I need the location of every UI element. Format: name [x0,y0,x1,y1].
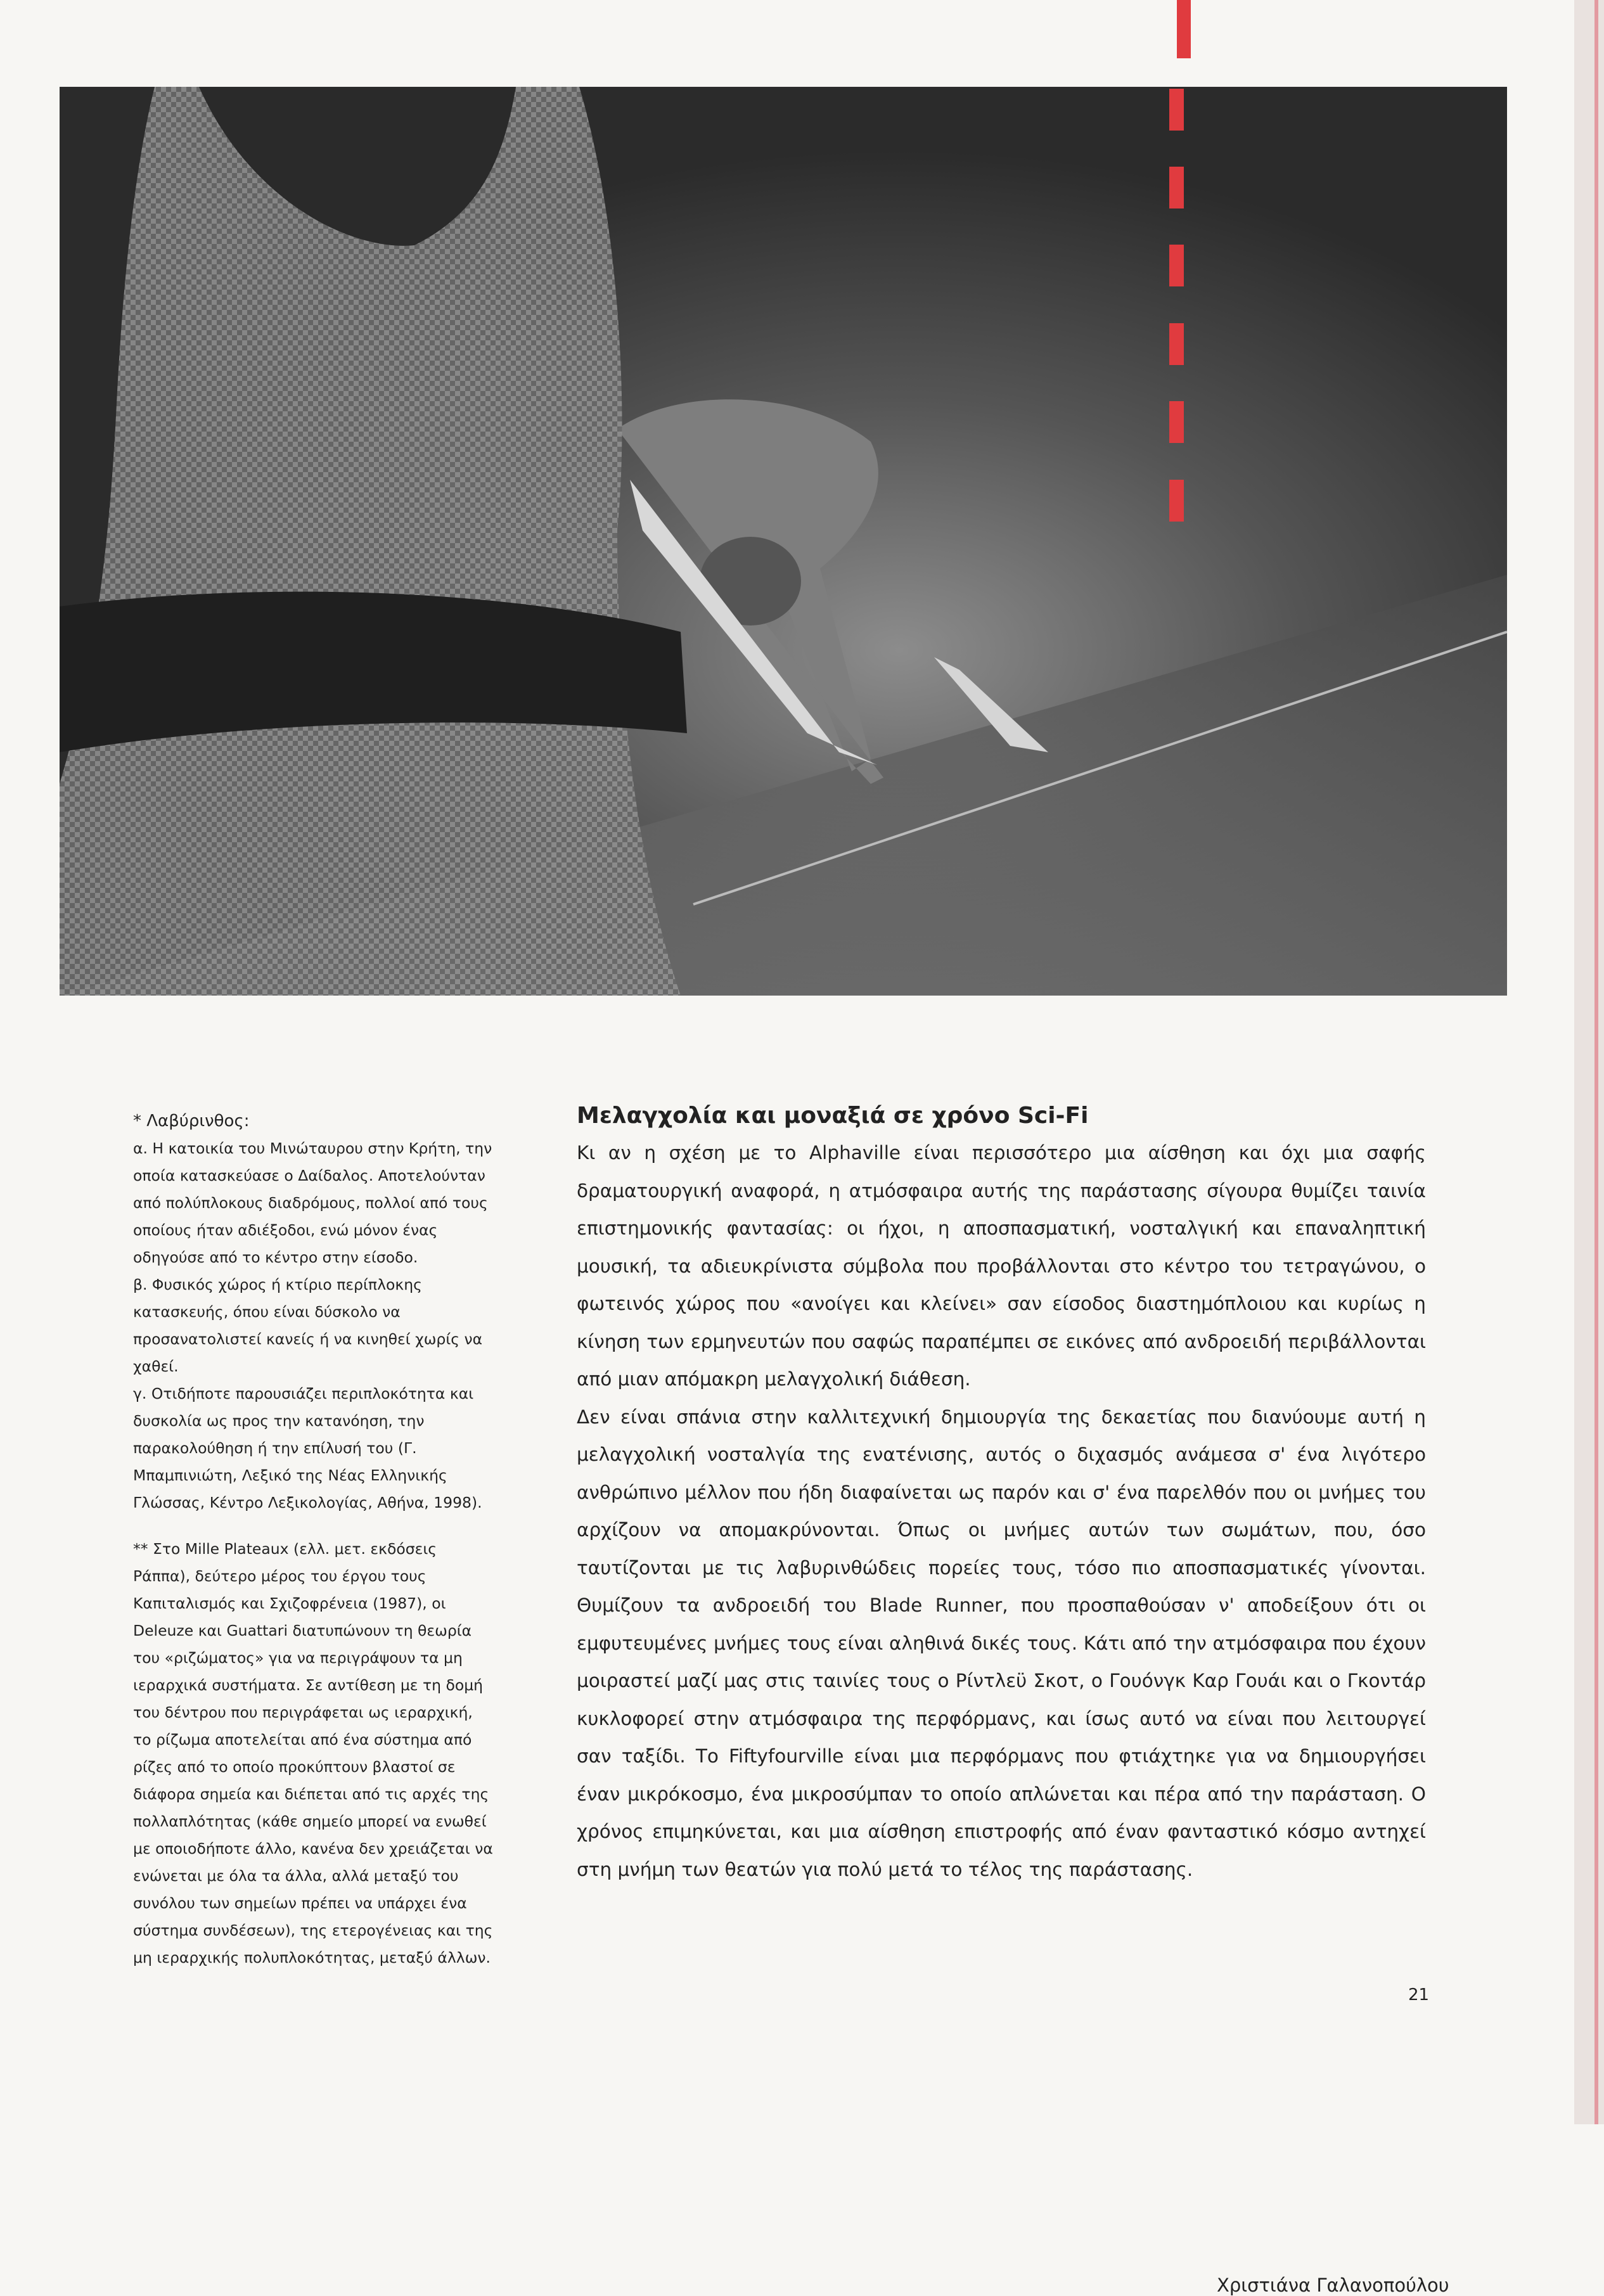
article-heading: Μελαγχολία και μοναξιά σε χρόνο Sci-Fi [577,1103,1089,1129]
footnotes [133,1108,494,1972]
red-dash [1169,480,1184,522]
footnote-rhizome: ** Στο Mille Plateaux (ελλ. μετ. εκδόσεις Ράππα), δεύτερο μέρος του έργου τους Καπιταλισμός και Σχιζοφρένεια (1987), οι Deleuze και Guattari διατυπώνουν τη θεωρία του «ριζώματος» για να περιγράψουν τα μη ιεραρχικά συστήματα. Σε αντίθεση με τη δομή του δέντρου που περιγράφεται ως ιεραρχική, το ρίζωμα αποτελείται από ένα σύστημα από ρίζες από το οποίο προκύπτουν βλαστοί σε διάφορα σημεία και διέπεται από τις αρχές της πολλαπλότητας (κάθε σημείο μπορεί να ενωθεί με οποιοδήποτε άλλο, κανένα δεν χρειάζεται να ενώνεται με όλα τα άλλα, αλλά μεταξύ του συνόλου των σημείων πρέπει να υπάρχει ένα σύστημα συνδέσεων), της ετερογένειας και της μη ιεραρχικής πολυπλοκότητας, μεταξύ άλλων. [133,1540,493,1966]
footnote-item: β. Φυσικός χώρος ή κτίριο περίπλοκης κατασκευής, όπου είναι δύσκολο να προσανατολιστεί κανείς ή να κινηθεί χωρίς να χαθεί. [133,1276,483,1375]
dance-performance-photo-icon [60,87,1507,996]
page-edge [1574,0,1604,2124]
article-paragraph: Δεν είναι σπάνια στην καλλιτεχνική δημιουργία της δεκαετίας που διανύουμε αυτή η μελαγχολική νοσταλγία της ενατένισης, αυτός ο διχασμός ανάμεσα σ' ένα λιγότερο ανθρώπινο μέλλον που ήδη διαφαίνεται ως παρόν και σ' ένα παρελθόν που οι μνήμες του αρχίζουν να απομακρύνονται. Όπως οι μνήμες αυτών των σωμάτων, που, όσο ταυτίζονται με τις λαβυρινθώδεις πορείες τους, τόσο πιο αποσπασματικές γίνονται. Θυμίζουν τα ανδροειδή του Blade Runner, που προσπαθούσαν ν' αποδείξουν ότι οι εμφυτευμένες μνήμες τους είναι αληθινά δικές τους. Κάτι από την ατμόσφαιρα που έχουν μοιραστεί μαζί μας στις ταινίες τους ο Ρίντλεϋ Σκοτ, ο Γουόνγκ Καρ Γουάι και ο Γκοντάρ κυκλοφορεί στην ατμόσφαιρα της περφόρμανς, και ίσως αυτό να είναι που λειτουργεί σαν ταξίδι. Το Fiftyfourville είναι μια περφόρμανς που φτιάχτηκε για να δημιουργήσει έναν μικρόκοσμο, ένα μικροσύμπαν το οποίο απλώνεται και πέρα από την παράσταση. Ο χρόνος επιμηκύνεται, και μια αίσθηση επιστροφής από έναν φανταστικό κόσμο αντηχεί στη μνήμη των θεατών για πολύ μετά το τέλος της παράστασης. [577,1406,1426,1880]
red-dash [1169,401,1184,443]
article-author: Χριστιάνα Γαλανοπούλου [1217,2274,1449,2296]
footnote-item: α. Η κατοικία του Μινώταυρου στην Κρήτη, την οποία κατασκεύασε ο Δαίδαλος. Αποτελούνταν από πολύπλοκους διαδρόμους, πολλοί από τους οποίους ήταν αδιέξοδοι, ενώ μόνον ένας οδηγούσε από το κέντρο στην είσοδο. [133,1139,492,1266]
red-dash-top [1177,0,1191,58]
page-edge-stripe [1594,0,1598,2124]
red-dash [1169,89,1184,131]
performance-photo [60,87,1507,996]
red-dash [1169,245,1184,286]
footnote-item: γ. Οτιδήποτε παρουσιάζει περιπλοκότητα και δυσκολία ως προς την κατανόηση, την παρακολούθηση ή την επίλυσή του (Γ. Μπαμπινιώτη, Λεξικό της Νέας Ελληνικής Γλώσσας, Κέντρο Λεξικολογίας, Αθήνα, 1998). [133,1385,482,1511]
page-number: 21 [1408,1985,1430,2004]
red-dash [1169,167,1184,208]
article-column [577,1098,1426,1889]
footnote-heading: * Λαβύρινθος: [133,1112,250,1131]
article-paragraph: Κι αν η σχέση με το Alphaville είναι περισσότερο μια αίσθηση και όχι μια σαφής δραματουργική αναφορά, η ατμόσφαιρα αυτής της παράστασης σίγουρα θυμίζει ταινία επιστημονικής φαντασίας: οι ήχοι, η αποσπασματική, νοσταλγική και επαναληπτική μουσική, τα αδιευκρίνιστα σύμβολα που προβάλλονται στο κέντρο του τετραγώνου, ο φωτεινός χώρος που «ανοίγει και κλείνει» σαν είσοδος διαστημόπλοιου και κυρίως η κίνηση των ερμηνευτών που σαφώς παραπέμπει σε εικόνες από ανδροειδή περιβάλλονται από μιαν απόμακρη μελαγχολική διάθεση. [577,1142,1426,1390]
red-dash [1169,323,1184,365]
